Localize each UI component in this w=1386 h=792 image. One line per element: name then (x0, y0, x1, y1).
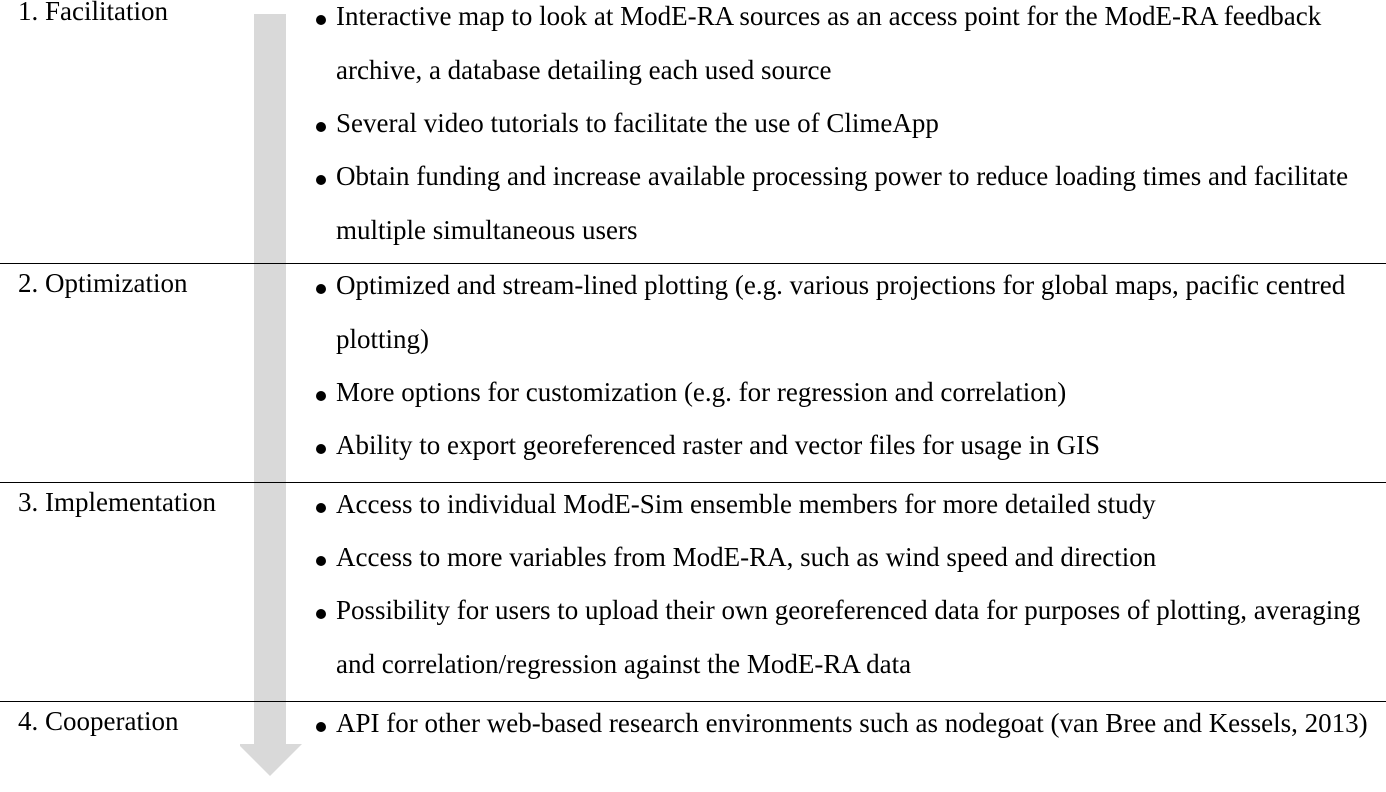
bullet-icon (316, 556, 326, 566)
list-item (312, 96, 1382, 150)
list-item (312, 583, 1382, 691)
list-item-text: Obtain funding and increase available processing power to reduce loading times and facilitate multiple simultaneous users (336, 161, 1349, 245)
bullet-icon (316, 391, 326, 401)
phase-label-implementation: 3. Implementation (18, 487, 216, 517)
cooperation-list (312, 697, 1382, 750)
bullet-icon (316, 122, 326, 132)
list-item-text: Several video tutorials to facilitate the use of ClimeApp (336, 108, 939, 138)
bullet-icon (316, 503, 326, 513)
list-item-text: Access to individual ModE-Sim ensemble members for more detailed study (336, 489, 1156, 519)
bullet-icon (316, 15, 326, 25)
optimization-list (312, 259, 1382, 472)
bullet-icon (316, 609, 326, 619)
facilitation-list (312, 0, 1382, 257)
bullet-icon (316, 722, 326, 732)
list-item-text: Interactive map to look at ModE-RA sources as an access point for the ModE-RA feedback archive, a database detailing each used source (336, 1, 1322, 85)
phase-label-cooperation: 4. Cooperation (18, 706, 179, 736)
list-item-text: Access to more variables from ModE-RA, such as wind speed and direction (336, 542, 1157, 572)
list-item (312, 477, 1382, 531)
bullet-icon (316, 175, 326, 185)
list-item (312, 149, 1382, 257)
list-item-text: API for other web-based research environments such as nodegoat (van Bree and Kessels, 2013) (336, 708, 1368, 738)
list-item (312, 0, 1382, 97)
bullet-icon (316, 284, 326, 294)
list-item-text: More options for customization (e.g. for regression and correlation) (336, 377, 1067, 407)
list-item (312, 418, 1382, 472)
list-item (312, 365, 1382, 419)
list-item (312, 696, 1382, 750)
phase-label-optimization: 2. Optimization (18, 268, 188, 298)
list-item-text: Ability to export georeferenced raster and vector files for usage in GIS (336, 430, 1100, 460)
phase-label-facilitation: 1. Facilitation (18, 0, 168, 26)
bullet-icon (316, 444, 326, 454)
implementation-list (312, 478, 1382, 691)
list-item-text: Possibility for users to upload their own georeferenced data for purposes of plotting, averaging and correlation/regression against the ModE-RA data (336, 595, 1361, 679)
progression-arrow-icon (240, 0, 316, 792)
list-item (312, 530, 1382, 584)
list-item-text: Optimized and stream-lined plotting (e.g. various projections for global maps, pacific centred plotting) (336, 270, 1346, 354)
list-item (312, 258, 1382, 366)
